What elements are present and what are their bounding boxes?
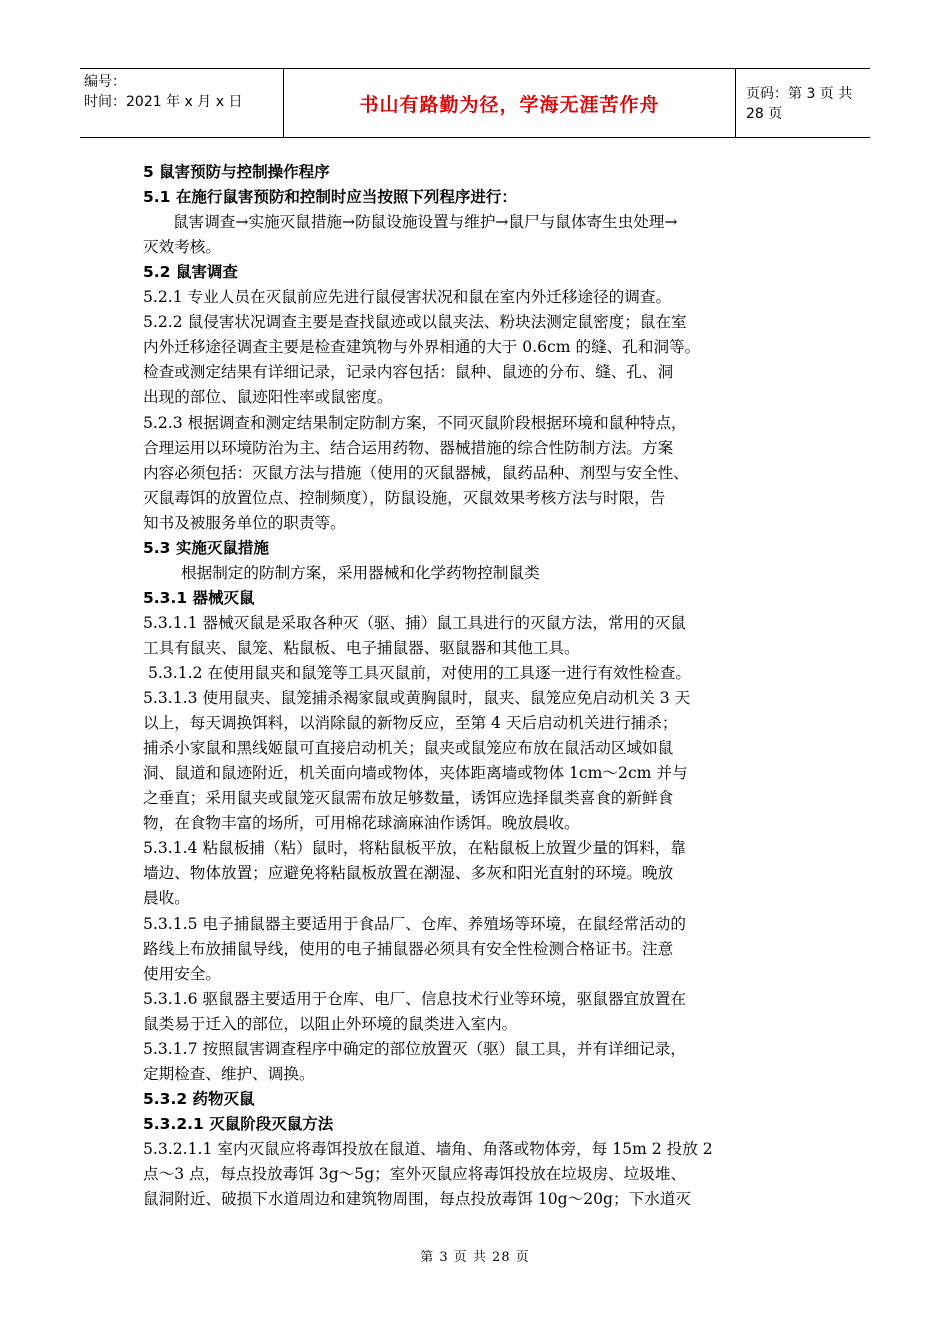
header-info-cell: [80, 69, 284, 137]
page-header: [80, 68, 870, 138]
body-text-line: 工具有鼠夹、鼠笼、粘鼠板、电子捕鼠器、驱鼠器和其他工具。: [143, 638, 580, 657]
document-number-label: 编号：: [84, 74, 126, 90]
header-motto-cell: [284, 69, 736, 137]
body-text-line: 定期检查、维护、调换。: [143, 1064, 315, 1083]
body-text-line: 合理运用以环境防治为主、结合运用药物、器械措施的综合性防制方法。方案: [143, 438, 674, 457]
body-text-line: 出现的部位、鼠迹阳性率或鼠密度。: [143, 388, 393, 407]
body-text-line: 物，在食物丰富的场所，可用棉花球滴麻油作诱饵。晚放晨收。: [143, 814, 580, 833]
header-motto: 书山有路勤为径，学海无涯苦作舟: [359, 93, 660, 116]
body-text-line: 使用安全。: [143, 964, 221, 983]
body-text-line: 之垂直；采用鼠夹或鼠笼灭鼠需布放足够数量，诱饵应选择鼠类喜食的新鲜食: [143, 789, 674, 808]
body-text-line: 鼠洞附近、破损下水道周边和建筑物周围，每点投放毒饵 10g～20g；下水道灭: [143, 1190, 692, 1209]
body-text-line: 洞、鼠道和鼠迹附近，机关面向墙或物体，夹体距离墙或物体 1cm～2cm 并与: [143, 764, 688, 783]
body-text-line: 鼠害调查→实施灭鼠措施→防鼠设施设置与维护→鼠尸与鼠体寄生虫处理→: [173, 213, 678, 232]
body-text-line: 5.3.1.4 粘鼠板捕（粘）鼠时，将粘鼠板平放，在粘鼠板上放置少量的饵料，靠: [143, 839, 686, 858]
body-text-line: 以上，每天调换饵料，以消除鼠的新物反应，至第 4 天后启动机关进行捕杀；: [143, 714, 678, 733]
body-text-line: 灭效考核。: [143, 238, 221, 257]
body-text-line: 内容必须包括：灭鼠方法与措施（使用的灭鼠器械，鼠药品种、剂型与安全性、: [143, 463, 689, 482]
body-text-line: 根据制定的防制方案，采用器械和化学药物控制鼠类: [181, 563, 540, 582]
body-text-line: 5.3.2.1.1 室内灭鼠应将毒饵投放在鼠道、墙角、角落或物体旁，每 15m 2 投放 2: [143, 1139, 713, 1158]
body-text-line: 捕杀小家鼠和黑线姬鼠可直接启动机关；鼠夹或鼠笼应布放在鼠活动区域如鼠: [143, 739, 674, 758]
body-text-line: 5.3.1.6 驱鼠器主要适用于仓库、电厂、信息技术行业等环境，驱鼠器宜放置在: [143, 989, 686, 1008]
section-heading: 5.3.2 药物灭鼠: [143, 1089, 255, 1108]
document-date-label: 时间：2021 年 x 月 x 日: [84, 94, 243, 110]
section-heading: 5.3 实施灭鼠措施: [143, 538, 269, 557]
body-text-line: 5.3.1.1 器械灭鼠是采取各种灭（驱、捕）鼠工具进行的灭鼠方法，常用的灭鼠: [143, 613, 686, 632]
body-text-line: 内外迁移途径调查主要是检查建筑物与外界相通的大于 0.6cm 的缝、孔和洞等。: [143, 338, 701, 357]
body-text-line: 5.3.1.2 在使用鼠夹和鼠笼等工具灭鼠前，对使用的工具逐一进行有效性检查。: [148, 664, 691, 682]
section-heading: 5 鼠害预防与控制操作程序: [143, 163, 330, 181]
body-text-line: 路线上布放捕鼠导线，使用的电子捕鼠器必须具有安全性检测合格证书。注意: [143, 939, 674, 958]
section-heading: 5.3.1 器械灭鼠: [143, 588, 255, 607]
header-page-cell: [736, 69, 870, 137]
section-heading: 5.2 鼠害调查: [143, 263, 238, 282]
body-text-line: 5.3.1.7 按照鼠害调查程序中确定的部位放置灭（驱）鼠工具，并有详细记录，: [143, 1039, 686, 1058]
section-heading: 5.1 在施行鼠害预防和控制时应当按照下列程序进行：: [143, 188, 517, 207]
body-text-line: 5.2.1 专业人员在灭鼠前应先进行鼠侵害状况和鼠在室内外迁移途径的调查。: [143, 288, 672, 307]
body-text-line: 5.2.3 根据调查和测定结果制定防制方案，不同灭鼠阶段根据环境和鼠种特点，: [143, 413, 687, 432]
page-footer: 第 3 页 共 28 页: [420, 1250, 530, 1265]
body-text-line: 墙边、物体放置；应避免将粘鼠板放置在潮湿、多灰和阳光直射的环境。晚放: [143, 864, 674, 883]
body-text-line: 5.3.1.3 使用鼠夹、鼠笼捕杀褐家鼠或黄胸鼠时，鼠夹、鼠笼应免启动机关 3 天: [143, 689, 691, 708]
body-text-line: 5.2.2 鼠侵害状况调查主要是查找鼠迹或以鼠夹法、粉块法测定鼠密度；鼠在室: [143, 313, 687, 332]
body-text-line: 知书及被服务单位的职责等。: [143, 513, 346, 532]
body-text-line: 5.3.1.5 电子捕鼠器主要适用于食品厂、仓库、养殖场等环境，在鼠经常活动的: [143, 914, 686, 933]
header-page-code: 页码：第 3 页 共 28 页: [746, 86, 853, 122]
body-text-line: 灭鼠毒饵的放置位点、控制频度），防鼠设施，灭鼠效果考核方法与时限，告: [143, 488, 666, 507]
body-text-line: 点～3 点，每点投放毒饵 3g～5g；室外灭鼠应将毒饵投放在垃圾房、垃圾堆、: [143, 1165, 687, 1183]
body-text-line: 鼠类易于迁入的部位，以阻止外环境的鼠类进入室内。: [143, 1014, 518, 1033]
body-text-line: 晨收。: [143, 889, 190, 908]
section-heading: 5.3.2.1 灭鼠阶段灭鼠方法: [143, 1114, 334, 1133]
body-text-line: 检查或测定结果有详细记录，记录内容包括：鼠种、鼠迹的分布、缝、孔、洞: [143, 363, 674, 382]
